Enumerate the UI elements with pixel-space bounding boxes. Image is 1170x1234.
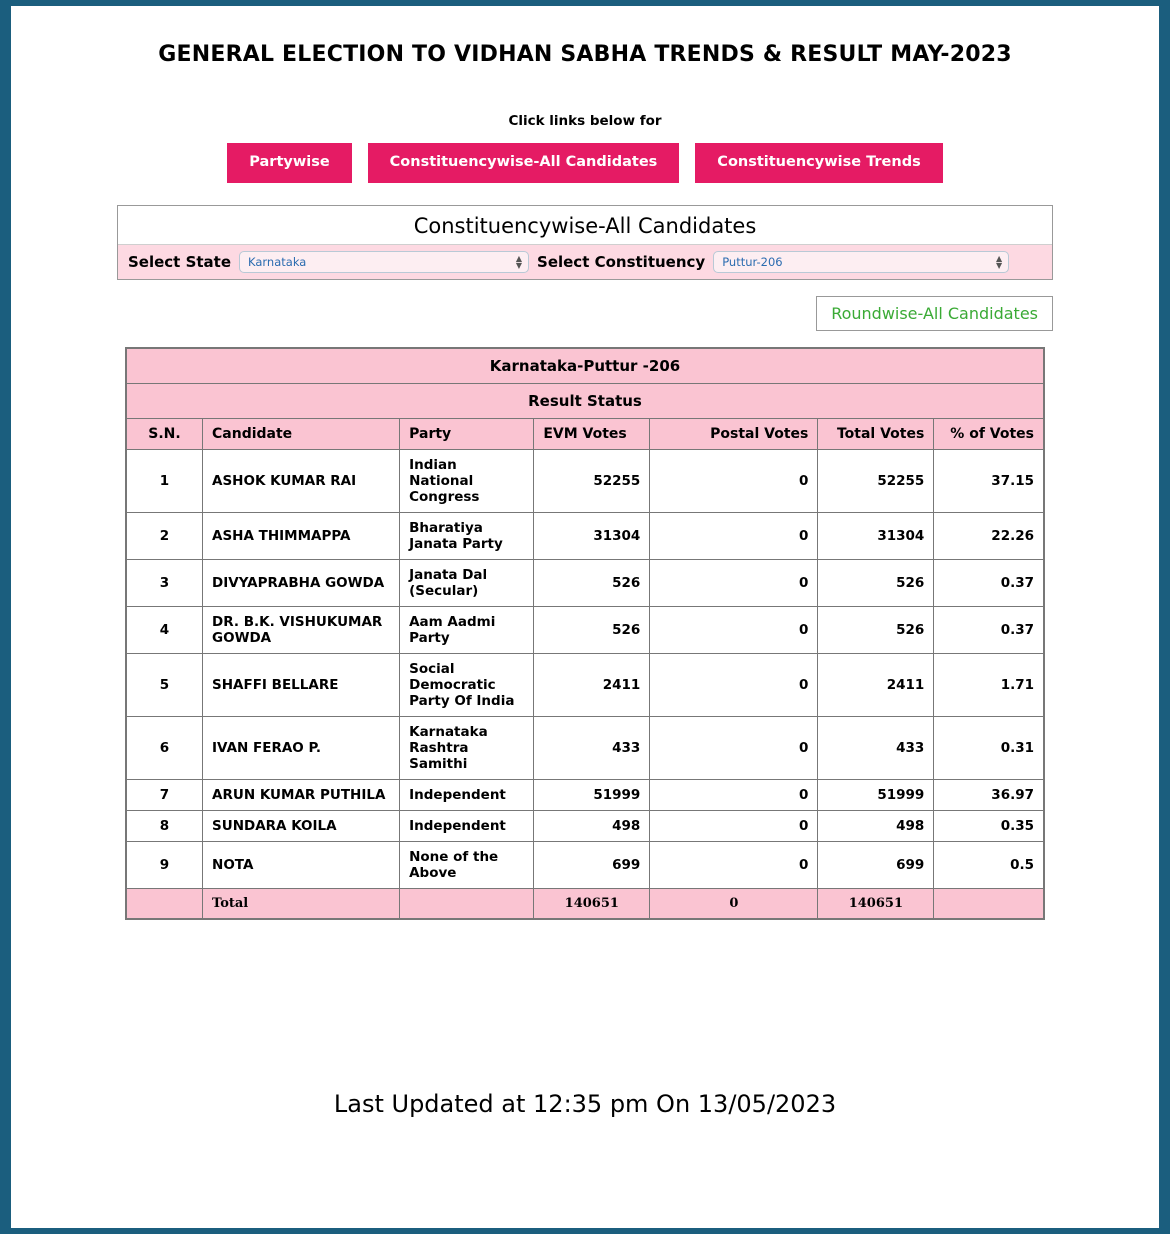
cell-pct-votes: 36.97 [934,779,1044,810]
cell-evm-votes: 526 [534,559,650,606]
cell-evm-votes: 433 [534,716,650,779]
cell-party: Indian National Congress [400,449,534,512]
total-empty-sn [126,888,203,919]
total-empty-party [400,888,534,919]
cell-party: Karnataka Rashtra Samithi [400,716,534,779]
cell-candidate: ASHA THIMMAPPA [203,512,400,559]
cell-total-votes: 52255 [818,449,934,512]
last-updated-text: Last Updated at 12:35 pm On 13/05/2023 [333,1089,837,1118]
table-row [126,606,1044,653]
table-row [126,512,1044,559]
cell-sn: 5 [126,653,203,716]
results-table [125,347,1045,920]
cell-candidate: SHAFFI BELLARE [203,653,400,716]
table-row [126,810,1044,841]
cell-sn: 3 [126,559,203,606]
cell-party: Bharatiya Janata Party [400,512,534,559]
cell-postal-votes: 0 [650,653,818,716]
partywise-button[interactable]: Partywise [227,143,351,183]
cell-sn: 7 [126,779,203,810]
cell-total-votes: 526 [818,559,934,606]
constituency-select-value: Puttur-206 [722,254,783,269]
cell-evm-votes: 31304 [534,512,650,559]
cell-total-votes: 699 [818,841,934,888]
cell-candidate: SUNDARA KOILA [203,810,400,841]
constituencywise-trends-button[interactable]: Constituencywise Trends [695,143,942,183]
table-status-heading: Result Status [126,383,1044,418]
cell-candidate: NOTA [203,841,400,888]
cell-candidate: DR. B.K. VISHUKUMAR GOWDA [203,606,400,653]
cell-pct-votes: 1.71 [934,653,1044,716]
cell-postal-votes: 0 [650,512,818,559]
cell-sn: 6 [126,716,203,779]
select-state-label: Select State [128,252,232,271]
state-select-value: Karnataka [248,254,307,269]
chevron-updown-icon: ▲ ▼ [515,253,523,270]
cell-postal-votes: 0 [650,716,818,779]
page-title: GENERAL ELECTION TO VIDHAN SABHA TRENDS & RESULT MAY-2023 [158,42,1012,67]
cell-total-votes: 433 [818,716,934,779]
constituencywise-all-candidates-button[interactable]: Constituencywise-All Candidates [368,143,680,183]
table-row [126,449,1044,512]
cell-party: Social Democratic Party Of India [400,653,534,716]
cell-evm-votes: 2411 [534,653,650,716]
cell-candidate: ARUN KUMAR PUTHILA [203,779,400,810]
table-row [126,653,1044,716]
cell-pct-votes: 0.37 [934,559,1044,606]
table-row [126,841,1044,888]
cell-party: Independent [400,810,534,841]
cell-total-votes: 31304 [818,512,934,559]
cell-evm-votes: 526 [534,606,650,653]
cell-pct-votes: 37.15 [934,449,1044,512]
chevron-updown-icon: ▲ ▼ [996,253,1003,270]
column-header-evm-votes: EVM Votes [534,418,650,449]
table-constituency-heading-row [126,348,1044,384]
cell-pct-votes: 22.26 [934,512,1044,559]
cell-sn: 1 [126,449,203,512]
table-column-header-row [126,418,1044,449]
cell-pct-votes: 0.35 [934,810,1044,841]
state-select[interactable] [239,251,529,273]
cell-pct-votes: 0.31 [934,716,1044,779]
state-select-wrapper[interactable] [239,251,529,273]
cell-party: Janata Dal (Secular) [400,559,534,606]
cell-evm-votes: 498 [534,810,650,841]
cell-sn: 2 [126,512,203,559]
cell-party: Independent [400,779,534,810]
cell-sn: 4 [126,606,203,653]
selector-panel [117,205,1053,280]
table-constituency-heading: Karnataka-Puttur -206 [126,348,1044,384]
cell-total-votes: 498 [818,810,934,841]
selector-panel-title: Constituencywise-All Candidates [413,213,757,238]
column-header-candidate: Candidate [203,418,400,449]
click-links-label: Click links below for [508,113,662,129]
cell-party: None of the Above [400,841,534,888]
table-status-heading-row [126,383,1044,418]
constituency-select-wrapper[interactable] [713,251,1009,273]
cell-evm-votes: 51999 [534,779,650,810]
cell-total-votes: 2411 [818,653,934,716]
cell-postal-votes: 0 [650,810,818,841]
cell-candidate: DIVYAPRABHA GOWDA [203,559,400,606]
table-row [126,779,1044,810]
cell-sn: 9 [126,841,203,888]
total-label: Total [203,888,400,919]
total-evm-votes: 140651 [534,888,650,919]
total-postal-votes: 0 [650,888,818,919]
table-total-row [126,888,1044,919]
roundwise-all-candidates-button[interactable]: Roundwise-All Candidates [816,296,1053,331]
total-pct-votes [934,888,1044,919]
cell-party: Aam Aadmi Party [400,606,534,653]
cell-pct-votes: 0.37 [934,606,1044,653]
cell-sn: 8 [126,810,203,841]
cell-evm-votes: 52255 [534,449,650,512]
column-header-total-votes: Total Votes [818,418,934,449]
cell-pct-votes: 0.5 [934,841,1044,888]
table-row [126,716,1044,779]
column-header-sn: S.N. [126,418,203,449]
cell-postal-votes: 0 [650,606,818,653]
page-container [11,6,1159,1118]
column-header-pct-votes: % of Votes [934,418,1044,449]
table-row [126,559,1044,606]
cell-postal-votes: 0 [650,449,818,512]
cell-total-votes: 51999 [818,779,934,810]
constituency-select[interactable] [713,251,1009,273]
column-header-party: Party [400,418,534,449]
cell-postal-votes: 0 [650,559,818,606]
select-constituency-label: Select Constituency [537,252,706,271]
nav-button-row [11,143,1159,183]
cell-evm-votes: 699 [534,841,650,888]
cell-postal-votes: 0 [650,779,818,810]
roundwise-row [117,296,1053,331]
selector-bar [118,244,1052,279]
total-total-votes: 140651 [818,888,934,919]
cell-candidate: IVAN FERAO P. [203,716,400,779]
column-header-postal-votes: Postal Votes [650,418,818,449]
cell-total-votes: 526 [818,606,934,653]
cell-candidate: ASHOK KUMAR RAI [203,449,400,512]
cell-postal-votes: 0 [650,841,818,888]
